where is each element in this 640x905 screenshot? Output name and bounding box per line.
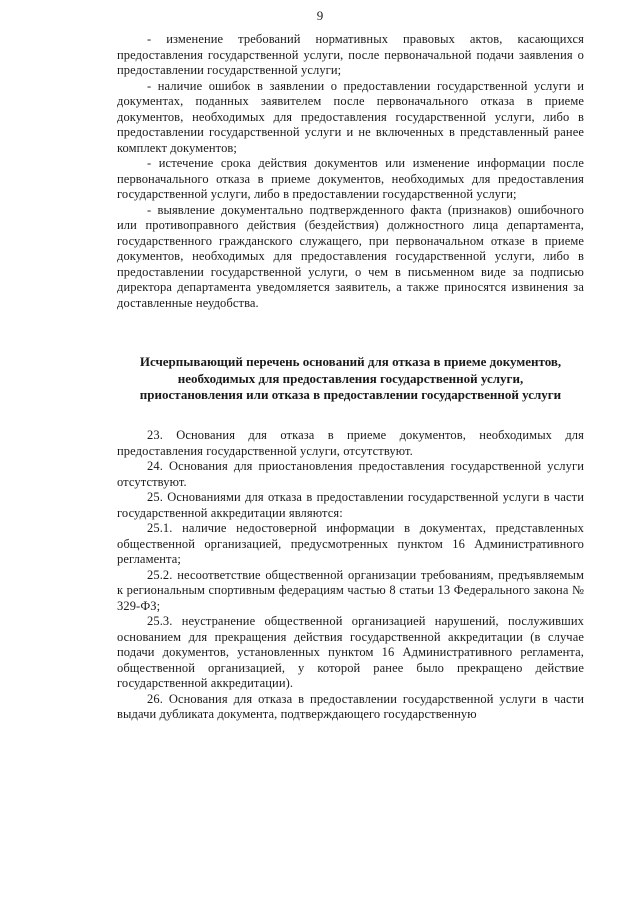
paragraph-25-2: 25.2. несоответствие общественной организации требованиям, предъявляемым к региональным спортивным федерациям частью 8 статьи 13 Федерального закона № 329-ФЗ; (117, 567, 584, 613)
paragraph-application-errors: - наличие ошибок в заявлении о предоставлении государственной услуги и документах, поданных заявителем после первоначального отказа в приеме документов, необходимых для предоставления государственной услуги, либо в предоставлении государственной услуги и не включенных в представленный ранее комплект документов; (117, 78, 584, 155)
section-heading: Исчерпывающий перечень оснований для отказа в приеме документов, необходимых для предоставления государственной услуги, приостановления или отказа в предоставлении государственной услуги (139, 354, 562, 402)
top-text-block (117, 32, 584, 311)
paragraph-25: 25. Основаниями для отказа в предоставлении государственной услуги в части государственной аккредитации являются: (117, 490, 584, 520)
paragraph-25-1: 25.1. наличие недостоверной информации в документах, представленных общественной организацией, предусмотренных пунктом 16 Административного регламента; (117, 521, 584, 566)
paragraph-requirements-change: - изменение требований нормативных правовых актов, касающихся предоставления государственной услуги, после первоначальной подачи заявления о предоставлении государственной услуги; (117, 32, 584, 77)
paragraph-document-expiry: - истечение срока действия документов или изменение информации после первоначального отказа в приеме документов, необходимых для предоставления государственной услуги, либо в предоставлении государственной услуги; (117, 156, 584, 201)
page-number: 9 (316, 8, 324, 23)
paragraph-official-error: - выявление документально подтвержденного факта (признаков) ошибочного или противоправного действия (бездействия) должностного лица департамента, государственного гражданского служащего, при первоначальном отказе в приеме документов, необходимых для предоставления государственной услуги, либо в предоставлении государственной услуги, о чем в письменном виде за подписью директора департамента уведомляется заявитель, а также приносятся извинения за доставленные неудобства. (117, 202, 584, 310)
paragraph-26: 26. Основания для отказа в предоставлении государственной услуги в части выдачи дубликата документа, подтверждающего государственную (117, 691, 584, 721)
bottom-text-block (117, 428, 584, 723)
paragraph-25-3: 25.3. неустранение общественной организацией нарушений, послуживших основанием для прекращения действия государственной аккредитации (в случае подачи документов, установленных пунктом 16 Административного регламента, общественной организацией, у которой ранее было прекращено действие государственной аккредитации). (117, 614, 584, 690)
paragraph-23: 23. Основания для отказа в приеме документов, необходимых для предоставления государственной услуги, отсутствуют. (117, 428, 584, 458)
paragraph-24: 24. Основания для приостановления предоставления государственной услуги отсутствуют. (117, 459, 584, 489)
